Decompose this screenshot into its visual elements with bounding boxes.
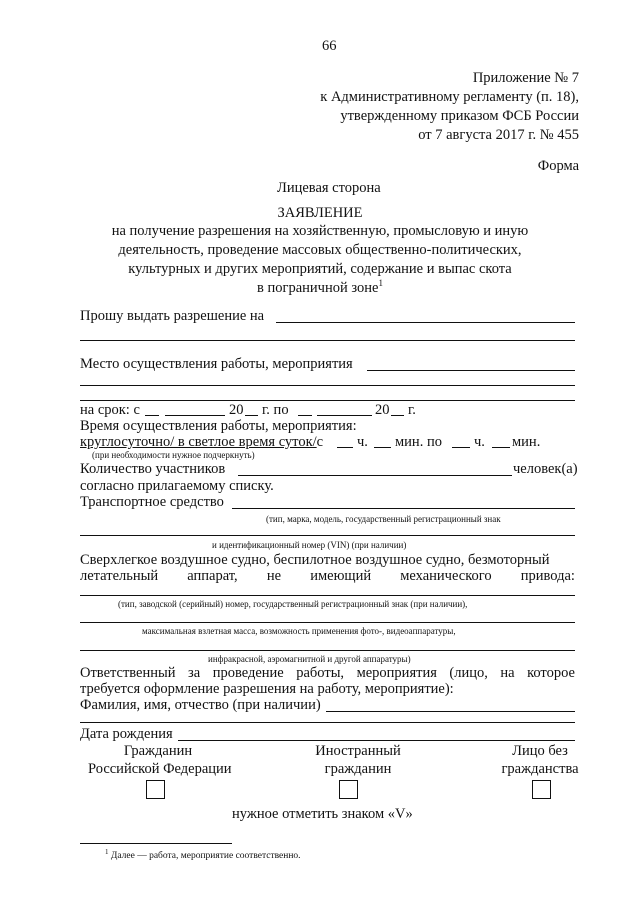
term-prefix: на срок: с — [80, 402, 140, 418]
request-field-line-1[interactable] — [276, 322, 575, 323]
term-to-day[interactable] — [298, 415, 312, 416]
time-min-to: мин. по — [395, 434, 442, 450]
citizenship-foreign-line-2: гражданин — [324, 761, 392, 777]
term-from-day[interactable] — [145, 415, 159, 416]
aircraft-hint-1: (тип, заводской (серийный) номер, государственный регистрационный знак (при наличии), — [118, 599, 468, 609]
footnote: $^1$ Далее — работа, мероприятие соответственно. — [105, 847, 301, 861]
page-number: 66 — [322, 38, 337, 54]
fio-field-line-2[interactable] — [80, 722, 575, 723]
term-to-month[interactable] — [317, 415, 372, 416]
citizenship-stateless-line-1: Лицо без — [512, 743, 568, 759]
term-year-1: 20 — [229, 402, 244, 418]
birth-label: Дата рождения — [80, 726, 173, 742]
fio-field-line-1[interactable] — [326, 711, 575, 712]
aircraft-line-2 — [80, 568, 575, 585]
participants-field[interactable] — [238, 475, 512, 476]
vehicle-hint-2: и идентификационный номер (VIN) (при наличии) — [212, 540, 407, 550]
time-min-2: мин. — [512, 434, 541, 450]
vehicle-field-line-1[interactable] — [232, 508, 575, 509]
underline-hint: (при необходимости нужное подчеркнуть) — [92, 450, 255, 460]
mark-hint: нужное отметить знаком «V» — [232, 806, 413, 822]
form-title: ЗАЯВЛЕНИЕ — [277, 205, 363, 221]
responsible-line-2: требуется оформление разрешения на работу, мероприятие): — [80, 681, 454, 697]
subtitle-line-4: в пограничной зоне$^1$ — [257, 278, 383, 296]
place-field-line-2[interactable] — [80, 385, 575, 386]
citizenship-rf-line-1: Гражданин — [123, 743, 193, 759]
appendix-line-2: к Административному регламенту (п. 18), — [320, 89, 579, 105]
request-label: Прошу выдать разрешение на — [80, 308, 265, 324]
subtitle-line-3: культурных и других мероприятий, содержание и выпас скота — [128, 261, 512, 277]
birth-field[interactable] — [178, 740, 575, 741]
subtitle-line-2: деятельность, проведение массовых общественно-политических, — [118, 242, 522, 258]
list-reference: согласно прилагаемому списку. — [80, 478, 274, 494]
aircraft-field-line-2[interactable] — [80, 622, 575, 623]
citizenship-foreign-line-1: Иностранный — [315, 743, 401, 759]
time-options[interactable]: круглосуточно/ в светлое время суток/с — [80, 434, 324, 450]
aircraft-word: аппарат, — [187, 568, 238, 584]
subtitle-line-1: на получение разрешения на хозяйственную, промысловую и иную — [111, 223, 529, 239]
time-from-hours[interactable] — [337, 447, 353, 448]
fio-label: Фамилия, имя, отчество (при наличии) — [80, 697, 321, 713]
vehicle-field-line-2[interactable] — [80, 535, 575, 536]
aircraft-word: механического — [400, 568, 492, 584]
aircraft-word: летательный — [80, 568, 159, 584]
place-field-line-1[interactable] — [367, 370, 575, 371]
aircraft-field-line-3[interactable] — [80, 650, 575, 651]
responsible-word: (лицо, — [449, 665, 488, 681]
time-h-1: ч. — [357, 434, 368, 450]
footnote-mark: 1 — [378, 278, 383, 289]
responsible-word: проведение — [212, 665, 284, 681]
time-to-hours[interactable] — [452, 447, 470, 448]
participants-unit: человек(а) — [513, 461, 578, 477]
responsible-word: работы, — [296, 665, 345, 681]
term-from-year[interactable] — [245, 415, 258, 416]
responsible-word: мероприятия — [356, 665, 437, 681]
citizenship-stateless-line-2: гражданства — [501, 761, 579, 777]
aircraft-field-line-1[interactable] — [80, 595, 575, 596]
aircraft-line-1: Сверхлегкое воздушное судно, беспилотное воздушное судно, безмоторный — [80, 552, 550, 568]
vehicle-label: Транспортное средство — [80, 494, 224, 510]
time-title: Время осуществления работы, мероприятия: — [80, 418, 357, 434]
aircraft-hint-2: максимальная взлетная масса, возможность применения фото-, видеоаппаратуры, — [142, 626, 456, 636]
participants-label: Количество участников — [80, 461, 226, 477]
aircraft-hint-3: инфракрасной, аэромагнитной и другой аппаратуры) — [208, 654, 411, 664]
responsible-word: которое — [527, 665, 575, 681]
appendix-line-3: утвержденному приказом ФСБ России — [340, 108, 579, 124]
citizenship-stateless-checkbox[interactable] — [532, 780, 551, 799]
citizenship-rf-checkbox[interactable] — [146, 780, 165, 799]
vehicle-hint-1: (тип, марка, модель, государственный регистрационный знак — [266, 514, 501, 524]
term-suffix: г. — [408, 402, 416, 418]
responsible-word: за — [188, 665, 201, 681]
responsible-word: на — [500, 665, 515, 681]
time-to-minutes[interactable] — [492, 447, 510, 448]
term-to-year[interactable] — [391, 415, 404, 416]
responsible-line-1 — [80, 665, 575, 682]
term-to-label: г. по — [262, 402, 289, 418]
term-year-2: 20 — [375, 402, 390, 418]
aircraft-word: не — [266, 568, 282, 584]
responsible-word: Ответственный — [80, 665, 176, 681]
time-h-2: ч. — [474, 434, 485, 450]
request-field-line-2[interactable] — [80, 340, 575, 341]
appendix-line-1: Приложение № 7 — [472, 70, 579, 86]
side-label: Лицевая сторона — [277, 180, 381, 196]
appendix-line-4: от 7 августа 2017 г. № 455 — [418, 127, 579, 143]
citizenship-rf-line-2: Российской Федерации — [88, 761, 232, 777]
time-from-minutes[interactable] — [374, 447, 391, 448]
aircraft-word: имеющий — [310, 568, 372, 584]
aircraft-word: привода: — [520, 568, 575, 584]
place-label: Место осуществления работы, мероприятия — [80, 356, 353, 372]
term-from-month[interactable] — [165, 415, 225, 416]
form-label: Форма — [537, 158, 579, 174]
citizenship-foreign-checkbox[interactable] — [339, 780, 358, 799]
place-field-line-3[interactable] — [80, 400, 575, 401]
footnote-separator — [80, 843, 232, 844]
